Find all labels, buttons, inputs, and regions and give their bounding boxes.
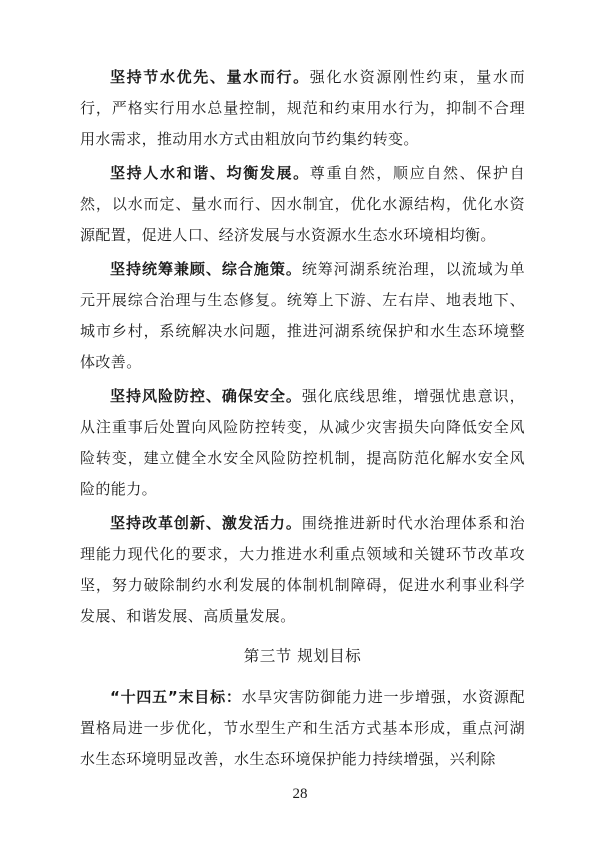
paragraph-lead: 坚持节水优先、量水而行。 [110,68,310,86]
paragraph-lead: “十四五”末目标： [110,688,242,706]
paragraph-text: 统筹河湖系统治理，以流域为单元开展综合治理与生态修复。统筹上下游、左右岸、地表地下、城市乡村，系统解决水问题，推进河湖系统保护和水生态环境整体改善。 [80,260,525,371]
paragraph-text: 尊重自然，顺应自然、保护自然，以水而定、量水而行、因水制宜，优化水源结构，优化水资源配置，促进人口、经济发展与水资源水生态水环境相均衡。 [80,164,525,244]
paragraph-goals [80,682,525,775]
paragraph-text: 强化底线思维，增强忧患意识，从注重事后处置向风险防控转变，从减少灾害损失向降低安全风险转变，建立健全水安全风险防控机制，提高防范化解水安全风险的能力。 [80,387,525,498]
paragraph-text: 围绕推进新时代水治理体系和治理能力现代化的要求，大力推进水利重点领域和关键环节改革攻坚，努力破除制约水利发展的体制机制障碍，促进水利事业科学发展、和谐发展、高质量发展。 [80,514,525,625]
paragraph-lead: 坚持统筹兼顾、综合施策。 [110,260,302,278]
paragraph-coordination [80,254,525,378]
paragraph-water-saving [80,62,525,155]
paragraph-lead: 坚持改革创新、激发活力。 [110,514,302,532]
paragraph-lead: 坚持人水和谐、均衡发展。 [110,164,310,182]
paragraph-text: 水旱灾害防御能力进一步增强，水资源配置格局进一步优化，节水型生产和生活方式基本形成，重点河湖水生态环境明显改善，水生态环境保护能力持续增强，兴利除 [80,688,526,768]
paragraph-reform [80,508,525,632]
paragraph-risk-control [80,381,525,505]
paragraph-lead: 坚持风险防控、确保安全。 [110,387,302,405]
section-heading: 第三节 规划目标 [243,647,362,665]
page-number: 28 [292,786,308,802]
page-body [80,62,525,778]
paragraph-harmony [80,158,525,251]
paragraph-text: 强化水资源刚性约束，量水而行，严格实行用水总量控制，规范和约束用水行为，抑制不合理用水需求，推动用水方式由粗放向节约集约转变。 [80,68,525,148]
